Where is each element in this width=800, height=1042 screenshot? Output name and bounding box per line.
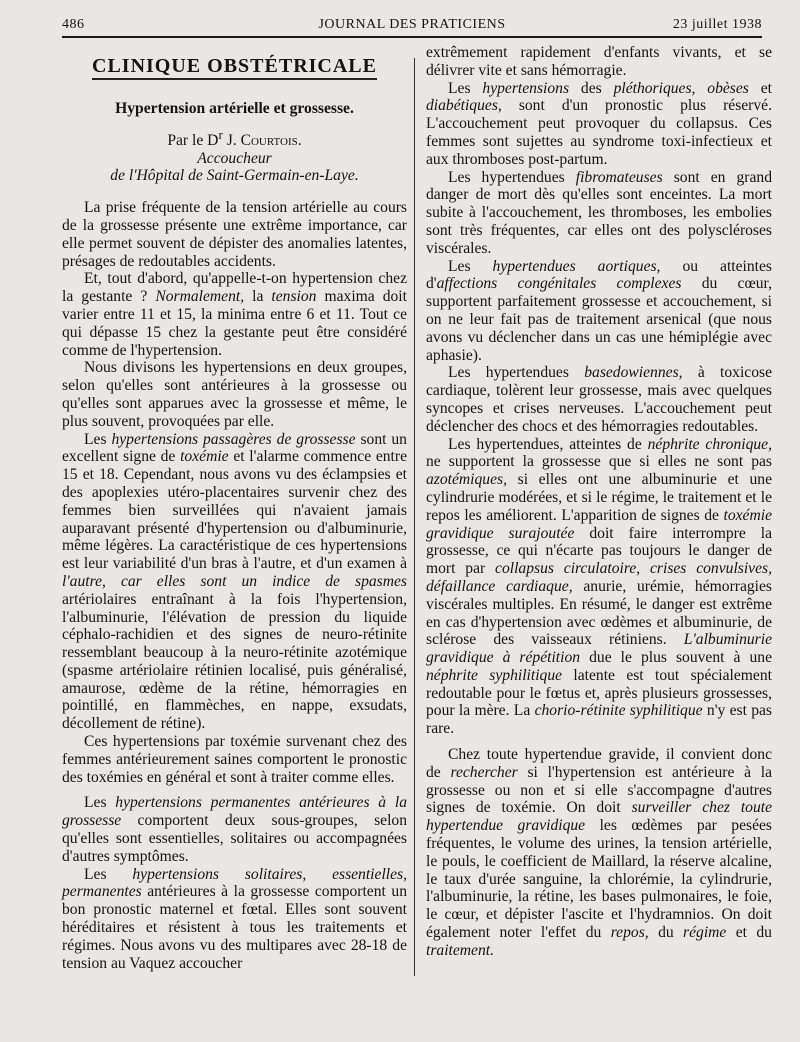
running-header [62, 14, 762, 36]
page-number: 486 [62, 17, 85, 32]
paragraph-solitaires: Les hypertensions solitaires, essentielles, permanentes antérieures à la grossesse comportent un bon pronostic maternel et fœtal. Elles sont souvent héréditaires et résistent à tous les traitements et régimes. Nous avons vu des multipares avec 28-18 de tension au Vaquez accoucher [62, 865, 407, 972]
author-affiliation-hospital: de l'Hôpital de Saint-Germain-en-Laye. [110, 167, 359, 185]
paragraph-intro: La prise fréquente de la tension artérielle au cours de la grossesse présente une extrême importance, car elle permet souvent de dépister des anomalies latentes, présages de redoutables accidents. [62, 199, 407, 270]
paragraph-plethoriques: Les hypertensions des pléthoriques, obèses et diabétiques, sont d'un pronostic plus réservé. L'accouchement peut provoquer du collapsus. Ces femmes sont sujettes au syndrome toxi-infectieux et aux thromboses post-partum. [426, 79, 772, 168]
issue-date: 23 juillet 1938 [672, 17, 762, 32]
paragraph-toxemie: Ces hypertensions par toxémie survenant chez des femmes antérieurement saines comportent le pronostic des toxémies en général et sont à traiter comme elles. [62, 733, 407, 786]
paragraph-groups: Nous divisons les hypertensions en deux groupes, selon qu'elles sont antérieures à la grossesse ou qu'elles sont apparues avec la grossesse et même, le plus souvent, provoquées par elle. [62, 359, 407, 430]
paragraph-passageres: Les hypertensions passagères de grossesse sont un excellent signe de toxémie et l'alarme commence entre 15 et 18. Cependant, nous avons vu des éclampsies et des apoplexies utéro-placentaires survenir chez des femmes bien surveillées qui n'avaient jamais auparavant présenté d'hypertension ou d'albuminurie, même légères. La caractéristique de ces hypertensions est leur variabilité d'un bras à l'autre, et d'un examen à l'autre, car elles sont un indice de spasmes artériolaires entraînant à la fois l'hypertension, l'albuminurie, l'élévation de pression du liquide céphalo-rachidien et des signes de neuro-rétinite ressemblant beaucoup à la neuro-rétinite azotémique (spasme artériolaire rétinien localisé, puis généralisé, amaurose, œdème de la rétine, hémorragies en pointillé, en flammèches, en nappe, exsudats, décollement de rétine). [62, 430, 408, 733]
column-separator [414, 58, 415, 976]
paragraph-nephrite: Les hypertendues, atteintes de néphrite chronique, ne supportent la grossesse que si elles ne sont pas azotémiques, si elles ont une albuminurie et une cylindrurie modérées, et si le régime, le traitement et le repos les améliorent. L'apparition de signes de toxémie gravidique surajoutée doit faire interrompre la grossesse, ce qui n'écarte pas toujours le danger de mort par collapsus circulatoire, crises convulsives, défaillance cardiaque, anurie, urémie, hémorragies viscérales multiples. En résumé, le danger est extrême en cas d'hypertension avec œdèmes et albuminurie, de sclérose des vaisseaux rétiniens. L'albuminurie gravidique à répétition due le plus souvent à une néphrite syphilitique latente est tout spécialement redoutable pour le fœtus et, après plusieurs grossesses, pour la mère. La chorio-rétinite syphilitique n'y est pas rare. [426, 435, 773, 738]
paragraph-definition: Et, tout d'abord, qu'appelle-t-on hypertension chez la gestante ? Normalement, la tension maxima doit varier entre 11 et 15, la minima entre 6 et 11. Tout ce qui dépasse 15 chez la gestante peut être considéré comme de l'hypertension. [62, 270, 407, 359]
paragraph-surveillance: Chez toute hypertendue gravide, il convient donc de rechercher si l'hypertension est antérieure à la grossesse ou non et si elle s'accompagne d'autres signes de toxémie. On doit surveiller chez toute hypertendue gravidique les œdèmes par pesées fréquentes, le volume des urines, la tension artérielle, le pouls, le coefficient de Maillard, la réserve alcaline, le taux d'urée sanguine, la chlorémie, la cylindrurie, l'albuminurie, la rétine, les bases pulmonaires, le foie, le cœur, et dépister l'ascite et l'hydramnios. On doit également noter l'effet du repos, du régime et du traitement. [426, 746, 772, 959]
author-affiliation-title: Accoucheur [197, 149, 272, 167]
paragraph-permanentes: Les hypertensions permanentes antérieures à la grossesse comportent deux sous-groupes, selon qu'elles sont essentielles, solitaires ou accompagnées d'autres symptômes. [62, 794, 407, 865]
article-subtitle: Hypertension artérielle et grossesse. [115, 99, 354, 117]
paragraph-fibromateuses: Les hypertendues fibromateuses sont en grand danger de mort dès qu'elles sont enceintes. La mort subite à l'accouchement, les thromboses, les embolies sont très fréquentes, car elles ont des polyscléroses viscérales. [426, 168, 773, 257]
article-author: Par le $D^r$ J. Courtois. [167, 126, 302, 149]
left-column [62, 44, 407, 972]
right-column [426, 44, 772, 960]
paragraph-continuation: extrêmement rapidement d'enfants vivants, et se délivrer vite et sans hémorragie. [426, 44, 772, 79]
header-rule [62, 36, 762, 38]
paragraph-aortiques: Les hypertendues aortiques, ou atteintes d'affections congénitales complexes du cœur, supportent parfaitement grossesse et accouchement, si on ne leur fait pas de traitement arsenical (que nous avons vu déclencher dans un cas une hémiplégie avec aphasie). [426, 257, 772, 364]
journal-name: JOURNAL DES PRATICIENS [318, 17, 506, 32]
paragraph-basedowiennes: Les hypertendues basedowiennes, à toxicose cardiaque, tolèrent leur grossesse, mais avec quelques syncopes et crises nerveuses. L'accouchement peut déclencher des chocs et des hémorragies redoutables. [426, 364, 772, 435]
section-title: CLINIQUE OBSTÉTRICALE [62, 58, 407, 76]
